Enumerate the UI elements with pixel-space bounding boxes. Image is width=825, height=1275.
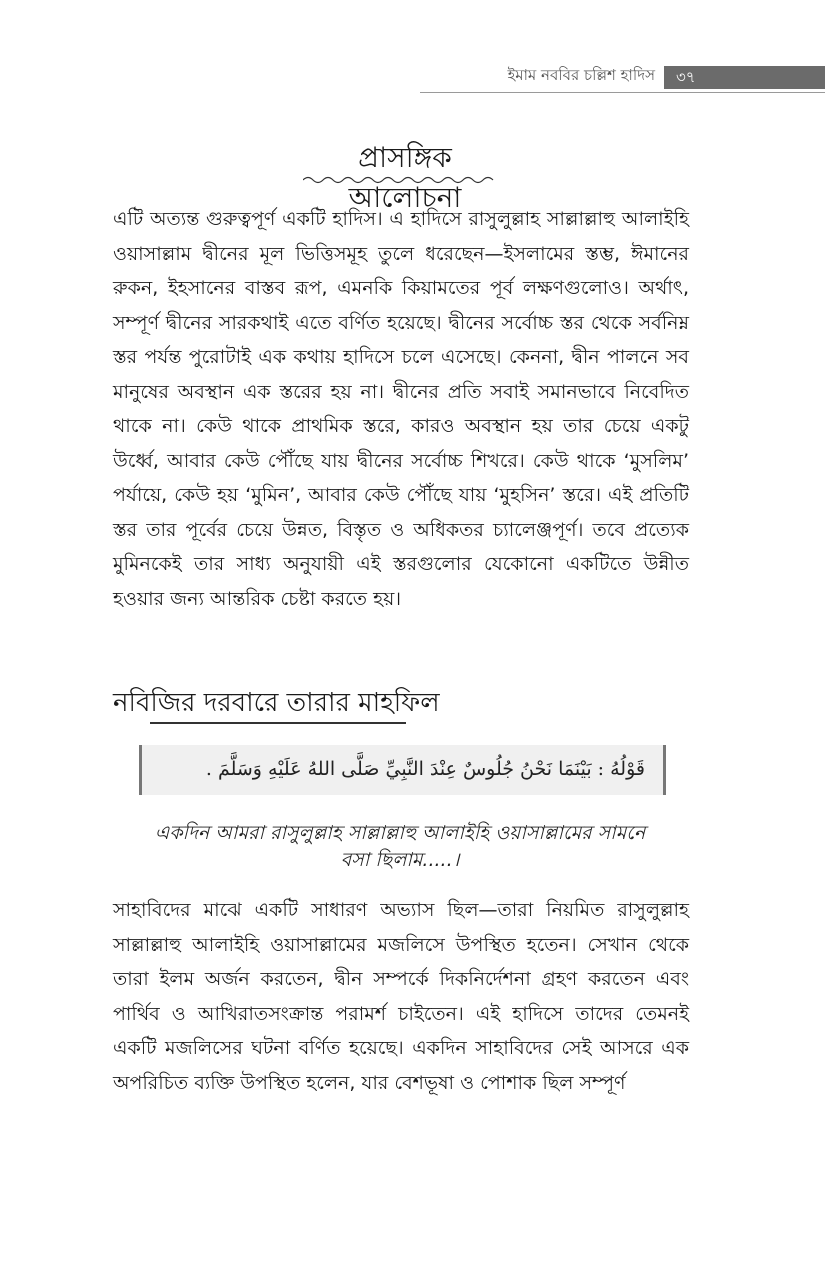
wavy-underline-ornament xyxy=(303,175,498,185)
arabic-quote-box xyxy=(139,745,666,795)
body-paragraph: এটি অত্যন্ত গুরুত্বপূর্ণ একটি হাদিস। এ হাদিসে রাসুলুল্লাহ সাল্লাল্লাহু আলাইহি ওয়াসাল্লাম দ্বীনের মূল ভিত্তিসমূহ তুলে ধরেছেন—ইসলামের স্তম্ভ, ঈমানের রুকন, ইহসানের বাস্তব রূপ, এমনকি কিয়ামতের পূর্ব লক্ষণগুলোও। অর্থাৎ, সম্পূর্ণ দ্বীনের সারকথাই এতে বর্ণিত হয়েছে। দ্বীনের সর্বোচ্চ স্তর থেকে সর্বনিম্ন স্তর পর্যন্ত পুরোটাই এক কথায় হাদিসে চলে এসেছে। কেননা, দ্বীন পালনে সব মানুষের অবস্থান এক স্তরের হয় না। দ্বীনের প্রতি সবাই সমানভাবে নিবেদিত থাকে না। কেউ থাকে প্রাথমিক স্তরে, কারও অবস্থান হয় তার চেয়ে একটু উর্ধ্বে, আবার কেউ পৌঁছে যায় দ্বীনের সর্বোচ্চ শিখরে। কেউ থাকে ‘মুসলিম’ পর্যায়ে, কেউ হয় ‘মুমিন’, আবার কেউ পৌঁছে যায় ‘মুহসিন’ স্তরে। এই প্রতিটি স্তর তার পূর্বের চেয়ে উন্নত, বিস্তৃত ও অধিকতর চ্যালেঞ্জপূর্ণ। তবে প্রত্যেক মুমিনকেই তার সাধ্য অনুযায়ী এই স্তরগুলোর যেকোনো একটিতে উন্নীত হওয়ার জন্য আন্তরিক চেষ্টা করতে হয়। xyxy=(113,208,689,610)
arabic-quote: قَوْلُهُ : بَيْنَمَا نَحْنُ جُلُوسٌ عِنْدَ النَّبِيِّ صَلَّى اللهُ عَلَيْهِ وَسَلَّمَ . xyxy=(205,758,645,780)
quote-translation: একদিন আমরা রাসুলুল্লাহ সাল্লাল্লাহু আলাইহি ওয়াসাল্লামের সামনে বসা ছিলাম.....। xyxy=(154,822,646,871)
subsection-heading: নবিজির দরবারে তারার মাহফিল xyxy=(113,688,440,718)
subheading-underline xyxy=(150,722,406,724)
page-number: ৩৭ xyxy=(676,68,696,86)
section-title: প্রাসঙ্গিক আলোচনা xyxy=(348,141,462,214)
book-title: ইমাম নববির চল্লিশ হাদিস xyxy=(507,66,655,84)
header-rule xyxy=(420,92,825,93)
page-number-tab xyxy=(664,66,825,89)
body-paragraph: সাহাবিদের মাঝে একটি সাধারণ অভ্যাস ছিল—তারা নিয়মিত রাসুলুল্লাহ সাল্লাল্লাহু আলাইহি ওয়াসাল্লামের মজলিসে উপস্থিত হতেন। সেখান থেকে তারা ইলম অর্জন করতেন, দ্বীন সম্পর্কে দিকনির্দেশনা গ্রহণ করতেন এবং পার্থিব ও আখিরাতসংক্রান্ত পরামর্শ চাইতেন। এই হাদিসে তাদের তেমনই একটি মজলিসের ঘটনা বর্ণিত হয়েছে। একদিন সাহাবিদের সেই আসরে এক অপরিচিত ব্যক্তি উপস্থিত হলেন, যার বেশভূষা ও পোশাক ছিল সম্পূর্ণ xyxy=(113,899,689,1094)
